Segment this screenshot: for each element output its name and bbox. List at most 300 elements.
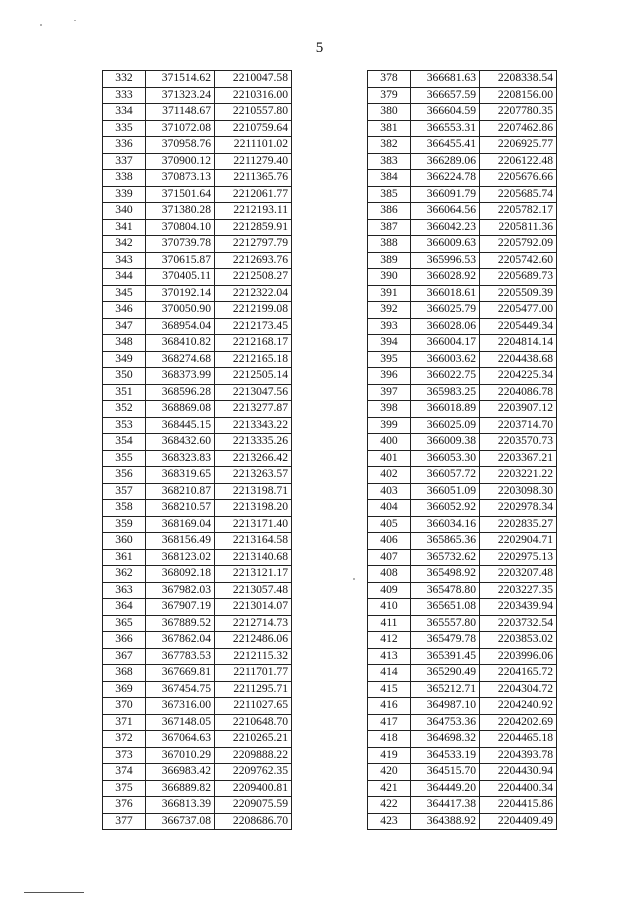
table-row (368, 87, 557, 104)
table-row (368, 500, 557, 517)
table-row (103, 516, 292, 533)
point-number-cell: 405 (368, 516, 411, 533)
x-coordinate-cell: 366889.82 (146, 780, 215, 797)
x-coordinate-cell: 371380.28 (146, 203, 215, 220)
table-row (368, 120, 557, 137)
x-coordinate-cell: 370873.13 (146, 170, 215, 187)
table-row (103, 582, 292, 599)
y-coordinate-cell: 2213047.56 (215, 384, 292, 401)
point-number-cell: 351 (103, 384, 146, 401)
table-row (368, 417, 557, 434)
table-row (368, 665, 557, 682)
point-number-cell: 386 (368, 203, 411, 220)
table-row (368, 566, 557, 583)
y-coordinate-cell: 2205782.17 (480, 203, 557, 220)
point-number-cell: 344 (103, 269, 146, 286)
y-coordinate-cell: 2205676.66 (480, 170, 557, 187)
point-number-cell: 382 (368, 137, 411, 154)
point-number-cell: 400 (368, 434, 411, 451)
table-row (103, 797, 292, 814)
point-number-cell: 420 (368, 764, 411, 781)
coordinates-table-left (102, 70, 292, 830)
table-row (368, 467, 557, 484)
x-coordinate-cell: 365290.49 (411, 665, 480, 682)
y-coordinate-cell: 2213335.26 (215, 434, 292, 451)
table-row (368, 384, 557, 401)
y-coordinate-cell: 2205477.00 (480, 302, 557, 319)
x-coordinate-cell: 366028.92 (411, 269, 480, 286)
point-number-cell: 402 (368, 467, 411, 484)
table-row (368, 450, 557, 467)
x-coordinate-cell: 366052.92 (411, 500, 480, 517)
x-coordinate-cell: 370958.76 (146, 137, 215, 154)
x-coordinate-cell: 366681.63 (411, 71, 480, 88)
x-coordinate-cell: 371072.08 (146, 120, 215, 137)
table-row (103, 747, 292, 764)
y-coordinate-cell: 2205685.74 (480, 186, 557, 203)
y-coordinate-cell: 2207780.35 (480, 104, 557, 121)
x-coordinate-cell: 368432.60 (146, 434, 215, 451)
x-coordinate-cell: 364987.10 (411, 698, 480, 715)
table-row (368, 797, 557, 814)
table-row (103, 714, 292, 731)
point-number-cell: 417 (368, 714, 411, 731)
y-coordinate-cell: 2210648.70 (215, 714, 292, 731)
y-coordinate-cell: 2211279.40 (215, 153, 292, 170)
y-coordinate-cell: 2206925.77 (480, 137, 557, 154)
y-coordinate-cell: 2203907.12 (480, 401, 557, 418)
y-coordinate-cell: 2204400.34 (480, 780, 557, 797)
point-number-cell: 395 (368, 351, 411, 368)
x-coordinate-cell: 365983.25 (411, 384, 480, 401)
table-row (103, 764, 292, 781)
x-coordinate-cell: 366034.16 (411, 516, 480, 533)
table-row (368, 137, 557, 154)
point-number-cell: 384 (368, 170, 411, 187)
table-row (368, 401, 557, 418)
y-coordinate-cell: 2210316.00 (215, 87, 292, 104)
y-coordinate-cell: 2203439.94 (480, 599, 557, 616)
point-number-cell: 338 (103, 170, 146, 187)
table-row (368, 516, 557, 533)
y-coordinate-cell: 2203996.06 (480, 648, 557, 665)
table-row (103, 186, 292, 203)
point-number-cell: 407 (368, 549, 411, 566)
y-coordinate-cell: 2213277.87 (215, 401, 292, 418)
x-coordinate-cell: 364533.19 (411, 747, 480, 764)
point-number-cell: 369 (103, 681, 146, 698)
table-row (103, 87, 292, 104)
x-coordinate-cell: 367862.04 (146, 632, 215, 649)
table-row (103, 153, 292, 170)
x-coordinate-cell: 366025.09 (411, 417, 480, 434)
table-row (103, 285, 292, 302)
table-row (103, 549, 292, 566)
y-coordinate-cell: 2210047.58 (215, 71, 292, 88)
table-row (368, 170, 557, 187)
table-row (368, 302, 557, 319)
y-coordinate-cell: 2204814.14 (480, 335, 557, 352)
y-coordinate-cell: 2205689.73 (480, 269, 557, 286)
table-row (368, 318, 557, 335)
y-coordinate-cell: 2213198.71 (215, 483, 292, 500)
point-number-cell: 409 (368, 582, 411, 599)
x-coordinate-cell: 366018.61 (411, 285, 480, 302)
y-coordinate-cell: 2212165.18 (215, 351, 292, 368)
x-coordinate-cell: 368319.65 (146, 467, 215, 484)
table-row (103, 533, 292, 550)
x-coordinate-cell: 365478.80 (411, 582, 480, 599)
x-coordinate-cell: 367148.05 (146, 714, 215, 731)
x-coordinate-cell: 365479.78 (411, 632, 480, 649)
point-number-cell: 367 (103, 648, 146, 665)
y-coordinate-cell: 2203098.30 (480, 483, 557, 500)
table-row (103, 71, 292, 88)
y-coordinate-cell: 2207462.86 (480, 120, 557, 137)
x-coordinate-cell: 364515.70 (411, 764, 480, 781)
table-row (368, 533, 557, 550)
point-number-cell: 372 (103, 731, 146, 748)
y-coordinate-cell: 2210759.64 (215, 120, 292, 137)
x-coordinate-cell: 366009.38 (411, 434, 480, 451)
point-number-cell: 387 (368, 219, 411, 236)
x-coordinate-cell: 368410.82 (146, 335, 215, 352)
point-number-cell: 352 (103, 401, 146, 418)
point-number-cell: 385 (368, 186, 411, 203)
x-coordinate-cell: 364449.20 (411, 780, 480, 797)
table-row (368, 747, 557, 764)
table-row (368, 813, 557, 830)
table-row (103, 368, 292, 385)
x-coordinate-cell: 366983.42 (146, 764, 215, 781)
x-coordinate-cell: 368596.28 (146, 384, 215, 401)
y-coordinate-cell: 2204304.72 (480, 681, 557, 698)
point-number-cell: 355 (103, 450, 146, 467)
x-coordinate-cell: 366737.08 (146, 813, 215, 830)
y-coordinate-cell: 2203853.02 (480, 632, 557, 649)
table-row (368, 599, 557, 616)
x-coordinate-cell: 366455.41 (411, 137, 480, 154)
table-row (103, 302, 292, 319)
point-number-cell: 406 (368, 533, 411, 550)
point-number-cell: 358 (103, 500, 146, 517)
table-row (103, 780, 292, 797)
table-row (103, 269, 292, 286)
table-row (368, 549, 557, 566)
point-number-cell: 334 (103, 104, 146, 121)
y-coordinate-cell: 2212486.06 (215, 632, 292, 649)
y-coordinate-cell: 2204415.86 (480, 797, 557, 814)
y-coordinate-cell: 2213198.20 (215, 500, 292, 517)
y-coordinate-cell: 2211295.71 (215, 681, 292, 698)
table-row (103, 434, 292, 451)
point-number-cell: 404 (368, 500, 411, 517)
table-row (103, 252, 292, 269)
y-coordinate-cell: 2212173.45 (215, 318, 292, 335)
table-row (368, 351, 557, 368)
table-row (368, 104, 557, 121)
x-coordinate-cell: 367907.19 (146, 599, 215, 616)
point-number-cell: 392 (368, 302, 411, 319)
table-row (103, 417, 292, 434)
table-row (103, 566, 292, 583)
y-coordinate-cell: 2212322.04 (215, 285, 292, 302)
table-row (103, 483, 292, 500)
y-coordinate-cell: 2211701.77 (215, 665, 292, 682)
y-coordinate-cell: 2209400.81 (215, 780, 292, 797)
x-coordinate-cell: 366553.31 (411, 120, 480, 137)
x-coordinate-cell: 370192.14 (146, 285, 215, 302)
scan-speck (40, 24, 42, 26)
y-coordinate-cell: 2204086.78 (480, 384, 557, 401)
y-coordinate-cell: 2205449.34 (480, 318, 557, 335)
point-number-cell: 411 (368, 615, 411, 632)
point-number-cell: 415 (368, 681, 411, 698)
table-row (103, 351, 292, 368)
table-row (103, 813, 292, 830)
table-row (103, 615, 292, 632)
point-number-cell: 346 (103, 302, 146, 319)
x-coordinate-cell: 366053.30 (411, 450, 480, 467)
table-row (368, 203, 557, 220)
y-coordinate-cell: 2204225.34 (480, 368, 557, 385)
table-row (368, 582, 557, 599)
y-coordinate-cell: 2212693.76 (215, 252, 292, 269)
table-row (103, 120, 292, 137)
x-coordinate-cell: 371148.67 (146, 104, 215, 121)
point-number-cell: 345 (103, 285, 146, 302)
table-row (103, 500, 292, 517)
y-coordinate-cell: 2213164.58 (215, 533, 292, 550)
table-row (368, 764, 557, 781)
point-number-cell: 376 (103, 797, 146, 814)
point-number-cell: 416 (368, 698, 411, 715)
table-row (368, 632, 557, 649)
y-coordinate-cell: 2213014.07 (215, 599, 292, 616)
table-row (103, 335, 292, 352)
y-coordinate-cell: 2213266.42 (215, 450, 292, 467)
point-number-cell: 408 (368, 566, 411, 583)
y-coordinate-cell: 2212859.91 (215, 219, 292, 236)
x-coordinate-cell: 366018.89 (411, 401, 480, 418)
y-coordinate-cell: 2209762.35 (215, 764, 292, 781)
point-number-cell: 377 (103, 813, 146, 830)
x-coordinate-cell: 368373.99 (146, 368, 215, 385)
point-number-cell: 360 (103, 533, 146, 550)
point-number-cell: 356 (103, 467, 146, 484)
x-coordinate-cell: 366028.06 (411, 318, 480, 335)
table-row (368, 269, 557, 286)
x-coordinate-cell: 365732.62 (411, 549, 480, 566)
x-coordinate-cell: 368210.57 (146, 500, 215, 517)
x-coordinate-cell: 370900.12 (146, 153, 215, 170)
x-coordinate-cell: 366224.78 (411, 170, 480, 187)
table-row (103, 599, 292, 616)
x-coordinate-cell: 366051.09 (411, 483, 480, 500)
point-number-cell: 397 (368, 384, 411, 401)
y-coordinate-cell: 2202975.13 (480, 549, 557, 566)
point-number-cell: 349 (103, 351, 146, 368)
table-row (368, 780, 557, 797)
point-number-cell: 403 (368, 483, 411, 500)
x-coordinate-cell: 367064.63 (146, 731, 215, 748)
point-number-cell: 394 (368, 335, 411, 352)
y-coordinate-cell: 2211101.02 (215, 137, 292, 154)
x-coordinate-cell: 368869.08 (146, 401, 215, 418)
point-number-cell: 421 (368, 780, 411, 797)
y-coordinate-cell: 2212115.32 (215, 648, 292, 665)
point-number-cell: 347 (103, 318, 146, 335)
table-row (368, 648, 557, 665)
x-coordinate-cell: 368156.49 (146, 533, 215, 550)
point-number-cell: 343 (103, 252, 146, 269)
y-coordinate-cell: 2202904.71 (480, 533, 557, 550)
y-coordinate-cell: 2210557.80 (215, 104, 292, 121)
y-coordinate-cell: 2204465.18 (480, 731, 557, 748)
y-coordinate-cell: 2204240.92 (480, 698, 557, 715)
table-row (103, 318, 292, 335)
y-coordinate-cell: 2213121.17 (215, 566, 292, 583)
point-number-cell: 339 (103, 186, 146, 203)
point-number-cell: 354 (103, 434, 146, 451)
point-number-cell: 396 (368, 368, 411, 385)
x-coordinate-cell: 365996.53 (411, 252, 480, 269)
y-coordinate-cell: 2203367.21 (480, 450, 557, 467)
y-coordinate-cell: 2212508.27 (215, 269, 292, 286)
y-coordinate-cell: 2211027.65 (215, 698, 292, 715)
x-coordinate-cell: 367889.52 (146, 615, 215, 632)
x-coordinate-cell: 368954.04 (146, 318, 215, 335)
y-coordinate-cell: 2205811.36 (480, 219, 557, 236)
table-row (103, 384, 292, 401)
x-coordinate-cell: 370405.11 (146, 269, 215, 286)
table-row (103, 698, 292, 715)
point-number-cell: 370 (103, 698, 146, 715)
point-number-cell: 398 (368, 401, 411, 418)
x-coordinate-cell: 364417.38 (411, 797, 480, 814)
x-coordinate-cell: 368092.18 (146, 566, 215, 583)
y-coordinate-cell: 2208338.54 (480, 71, 557, 88)
y-coordinate-cell: 2204202.69 (480, 714, 557, 731)
table-row (368, 186, 557, 203)
y-coordinate-cell: 2211365.76 (215, 170, 292, 187)
point-number-cell: 373 (103, 747, 146, 764)
x-coordinate-cell: 365557.80 (411, 615, 480, 632)
x-coordinate-cell: 367982.03 (146, 582, 215, 599)
table-row (103, 219, 292, 236)
point-number-cell: 390 (368, 269, 411, 286)
point-number-cell: 366 (103, 632, 146, 649)
point-number-cell: 368 (103, 665, 146, 682)
point-number-cell: 362 (103, 566, 146, 583)
x-coordinate-cell: 368210.87 (146, 483, 215, 500)
table-row (368, 714, 557, 731)
x-coordinate-cell: 365865.36 (411, 533, 480, 550)
table-row (103, 648, 292, 665)
y-coordinate-cell: 2213140.68 (215, 549, 292, 566)
x-coordinate-cell: 365212.71 (411, 681, 480, 698)
y-coordinate-cell: 2203227.35 (480, 582, 557, 599)
table-row (368, 335, 557, 352)
x-coordinate-cell: 364698.32 (411, 731, 480, 748)
scan-speck (353, 578, 355, 580)
x-coordinate-cell: 366042.23 (411, 219, 480, 236)
point-number-cell: 359 (103, 516, 146, 533)
x-coordinate-cell: 368123.02 (146, 549, 215, 566)
y-coordinate-cell: 2203732.54 (480, 615, 557, 632)
point-number-cell: 388 (368, 236, 411, 253)
point-number-cell: 374 (103, 764, 146, 781)
x-coordinate-cell: 368445.15 (146, 417, 215, 434)
x-coordinate-cell: 367783.53 (146, 648, 215, 665)
point-number-cell: 422 (368, 797, 411, 814)
x-coordinate-cell: 370804.10 (146, 219, 215, 236)
point-number-cell: 337 (103, 153, 146, 170)
x-coordinate-cell: 366004.17 (411, 335, 480, 352)
point-number-cell: 393 (368, 318, 411, 335)
point-number-cell: 350 (103, 368, 146, 385)
point-number-cell: 389 (368, 252, 411, 269)
point-number-cell: 348 (103, 335, 146, 352)
x-coordinate-cell: 364753.36 (411, 714, 480, 731)
x-coordinate-cell: 368274.68 (146, 351, 215, 368)
point-number-cell: 353 (103, 417, 146, 434)
coordinates-table-right (367, 70, 557, 830)
point-number-cell: 414 (368, 665, 411, 682)
y-coordinate-cell: 2203570.73 (480, 434, 557, 451)
point-number-cell: 361 (103, 549, 146, 566)
table-row (103, 236, 292, 253)
point-number-cell: 419 (368, 747, 411, 764)
table-row (368, 434, 557, 451)
point-number-cell: 401 (368, 450, 411, 467)
x-coordinate-cell: 367454.75 (146, 681, 215, 698)
table-row (103, 731, 292, 748)
point-number-cell: 336 (103, 137, 146, 154)
y-coordinate-cell: 2212193.11 (215, 203, 292, 220)
x-coordinate-cell: 365391.45 (411, 648, 480, 665)
table-row (103, 450, 292, 467)
point-number-cell: 357 (103, 483, 146, 500)
y-coordinate-cell: 2212797.79 (215, 236, 292, 253)
table-row (103, 665, 292, 682)
y-coordinate-cell: 2204409.49 (480, 813, 557, 830)
footnote-separator (24, 892, 84, 893)
y-coordinate-cell: 2203207.48 (480, 566, 557, 583)
point-number-cell: 380 (368, 104, 411, 121)
y-coordinate-cell: 2204165.72 (480, 665, 557, 682)
table-row (368, 219, 557, 236)
y-coordinate-cell: 2209075.59 (215, 797, 292, 814)
y-coordinate-cell: 2212714.73 (215, 615, 292, 632)
point-number-cell: 363 (103, 582, 146, 599)
x-coordinate-cell: 365498.92 (411, 566, 480, 583)
point-number-cell: 413 (368, 648, 411, 665)
table-row (103, 401, 292, 418)
y-coordinate-cell: 2205509.39 (480, 285, 557, 302)
table-row (368, 285, 557, 302)
point-number-cell: 375 (103, 780, 146, 797)
x-coordinate-cell: 368323.83 (146, 450, 215, 467)
x-coordinate-cell: 365651.08 (411, 599, 480, 616)
table-row (368, 681, 557, 698)
table-row (368, 252, 557, 269)
y-coordinate-cell: 2208156.00 (480, 87, 557, 104)
point-number-cell: 340 (103, 203, 146, 220)
x-coordinate-cell: 368169.04 (146, 516, 215, 533)
point-number-cell: 332 (103, 71, 146, 88)
table-row (103, 681, 292, 698)
